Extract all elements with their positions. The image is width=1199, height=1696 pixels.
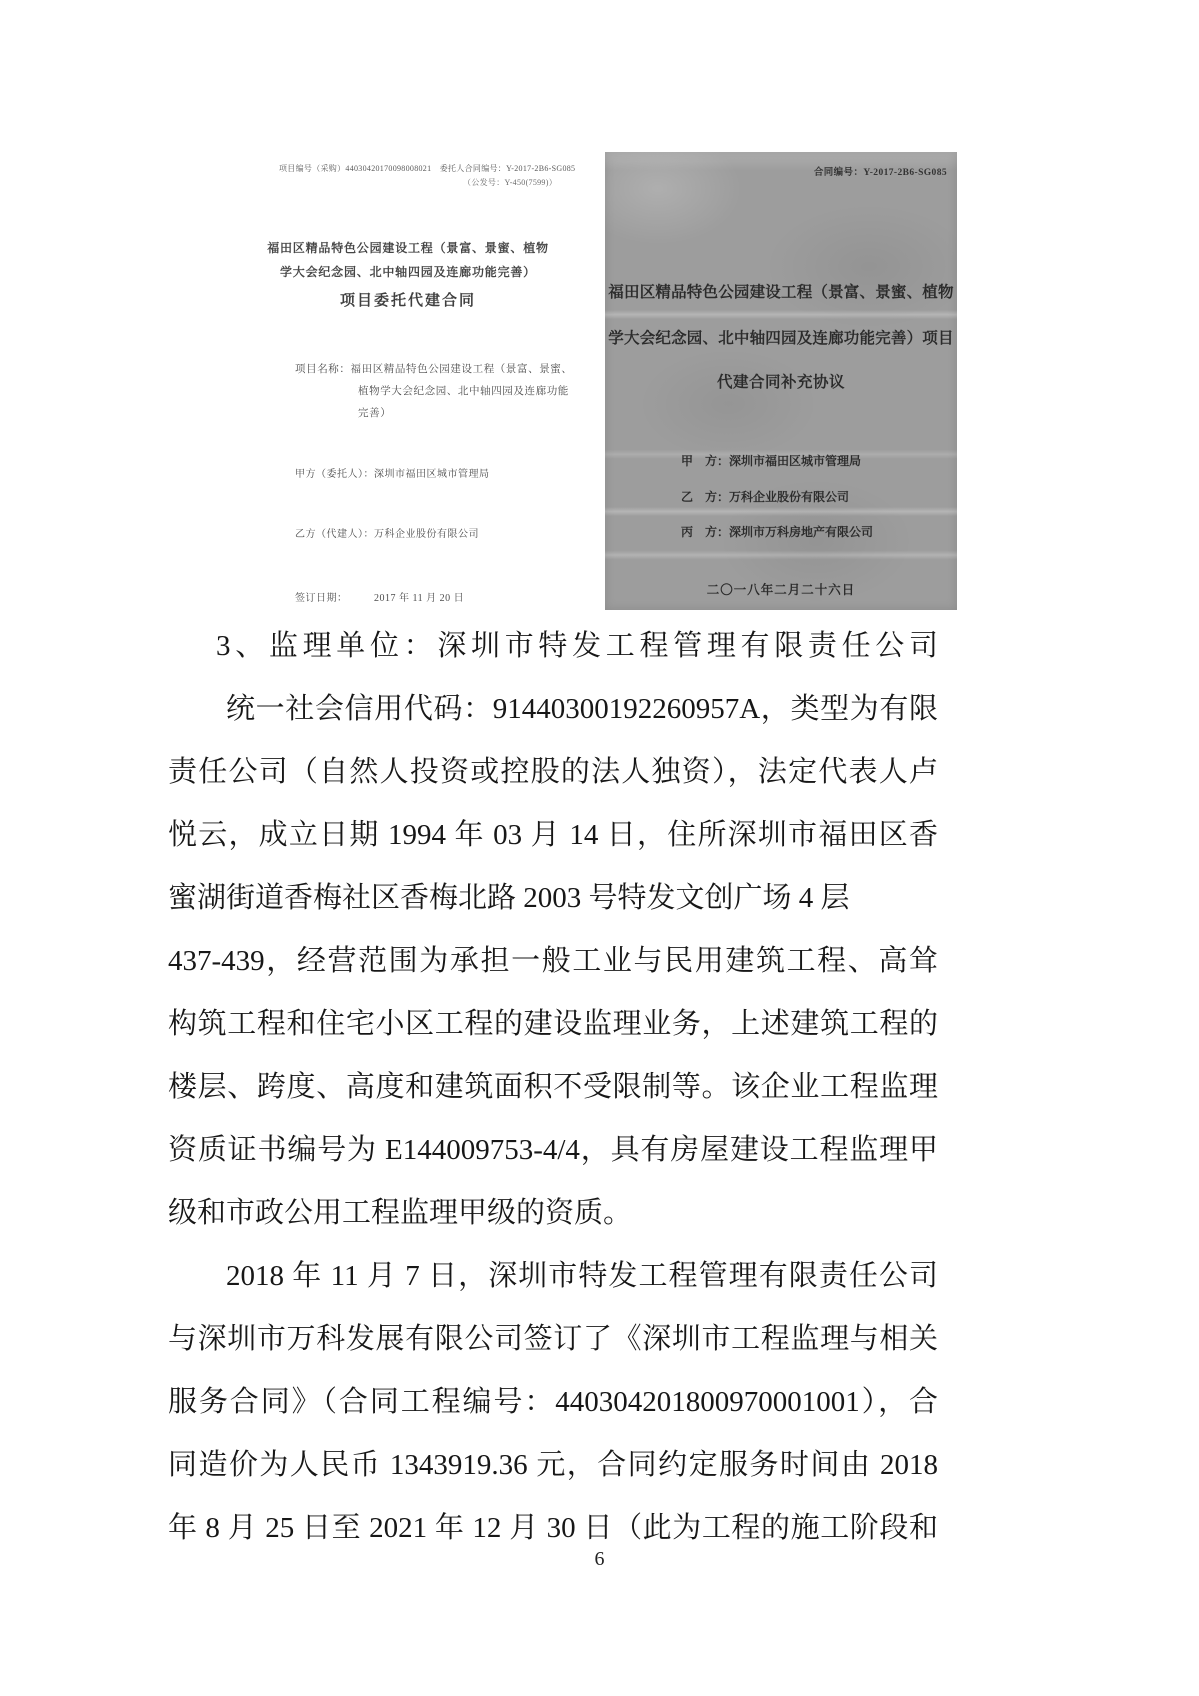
left-contract-header-line2: （公发号：Y-450(7599)） [463,178,557,187]
left-contract-header-line1: 项目编号（采购）44030420170098008021 委托人合同编号：Y-2017-2B6-SG085 [279,164,576,173]
body-line: 资质证书编号为 E144009753-4/4，具有房屋建设工程监理甲 [168,1134,938,1166]
left-contract-project-name-line2: 植物学大会纪念园、北中轴四园及连廊功能 [358,386,569,397]
right-contract-party-a: 甲 方：深圳市福田区城市管理局 [681,454,862,468]
left-contract-project-name-line1: 项目名称：福田区精品特色公园建设工程（景富、景蜜、 [295,364,573,375]
body-line: 437-439，经营范围为承担一般工业与民用建筑工程、高耸 [168,945,938,977]
left-contract-main-title: 项目委托代建合同 [339,293,476,309]
body-line: 构筑工程和住宅小区工程的建设监理业务，上述建筑工程的 [168,1008,938,1040]
right-contract-date: 二〇一八年二月二十六日 [706,583,856,597]
page-number: 6 [594,1548,605,1570]
body-line: 级和市政公用工程监理甲级的资质。 [168,1197,633,1229]
body-line: 悦云，成立日期 1994 年 03 月 14 日，住所深圳市福田区香 [168,819,938,851]
right-contract-party-c: 丙 方：深圳市万科房地产有限公司 [681,525,874,539]
right-contract-title-line3: 代建合同补充协议 [716,374,845,391]
body-line: 2018 年 11 月 7 日，深圳市特发工程管理有限责任公司 [226,1260,938,1292]
body-text [168,615,938,1560]
body-line: 与深圳市万科发展有限公司签订了《深圳市工程监理与相关 [168,1323,938,1355]
right-contract-number: 合同编号：Y-2017-2B6-SG085 [813,168,947,178]
body-line: 年 8 月 25 日至 2021 年 12 月 30 日（此为工程的施工阶段和 [168,1512,938,1544]
left-contract-title-line1: 福田区精品特色公园建设工程（景富、景蜜、植物 [267,241,549,255]
right-contract-title-line1: 福田区精品特色公园建设工程（景富、景蜜、植物 [608,284,954,301]
body-line: 同造价为人民币 1343919.36 元，合同约定服务时间由 2018 [168,1449,938,1481]
left-contract-image [255,155,576,615]
body-line: 3、监理单位：深圳市特发工程管理有限责任公司 [216,630,938,662]
body-line: 楼层、跨度、高度和建筑面积不受限制等。该企业工程监理 [168,1071,938,1103]
body-line: 责任公司（自然人投资或控股的法人独资），法定代表人卢 [168,756,938,788]
left-contract-project-name-line3: 完善） [358,408,392,419]
body-line: 统一社会信用代码：91440300192260957A，类型为有限 [226,693,938,725]
left-contract-party-b: 乙方（代建人）：万科企业股份有限公司 [295,529,479,540]
body-line: 蜜湖街道香梅社区香梅北路 2003 号特发文创广场 4 层 [168,882,850,914]
right-contract-party-b: 乙 方：万科企业股份有限公司 [681,490,850,504]
left-contract-party-a: 甲方（委托人）：深圳市福田区城市管理局 [295,469,490,480]
right-contract-title-line2: 学大会纪念园、北中轴四园及连廊功能完善）项目 [608,330,954,347]
right-contract-image [605,152,957,610]
left-contract-title-line2: 学大会纪念园、北中轴四园及连廊功能完善） [279,265,536,279]
body-line: 服务合同》（合同工程编号：440304201800970001001），合 [168,1386,938,1418]
left-contract-sign-date: 签订日期： 2017 年 11 月 20 日 [295,593,465,604]
